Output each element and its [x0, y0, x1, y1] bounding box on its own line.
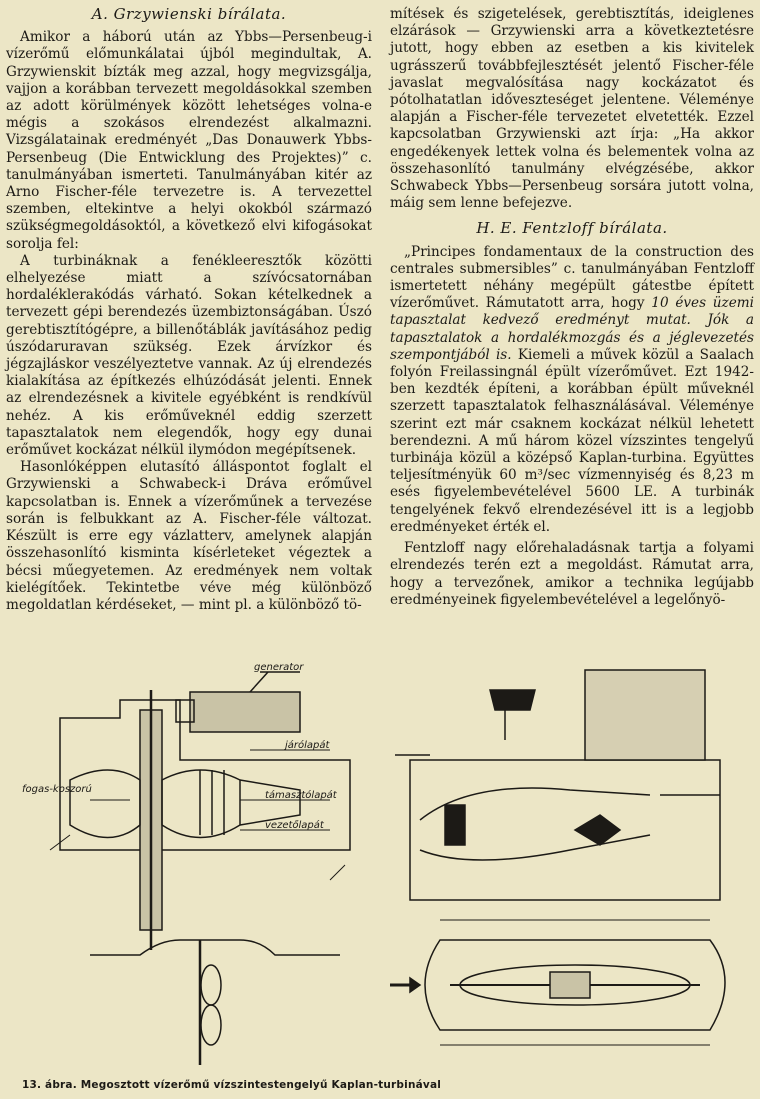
figure-caption: 13. ábra. Megosztott vízerőmű vízszintestengelyű Kaplan-turbinával — [22, 1079, 442, 1091]
label-generator: generator — [254, 662, 304, 673]
section-heading-grzywienski: A. Grzywienski bírálata. — [91, 5, 287, 23]
paragraph-fentzloff-1 — [390, 244, 754, 536]
right-plan-drawing — [390, 920, 725, 1045]
section-heading-fentzloff: H. E. Fentzloff bírálata. — [476, 219, 668, 238]
paragraph-fentzloff-1-a: „Principes fondamentaux de la construction des centrales submersibles” c. tanulmányában Fentzloff ismertetett néhány megépült gátestbe épített vízerőművet. Rámutatott arra, hogy — [390, 243, 754, 312]
label-jarolapat: járólapát — [285, 740, 330, 751]
figure-13 — [0, 650, 760, 1080]
left-turbine-section-drawing — [50, 672, 350, 950]
label-tamaszto: támasztólapát — [265, 790, 337, 801]
right-section-drawing — [395, 670, 720, 900]
label-vezetolapat: vezetőlapát — [265, 820, 324, 831]
paragraph-1: Amikor a háború után az Ybbs—Persenbeug-i vízerőmű előmunkálatai újból megindultak, A. Grzywienskit bízták meg azzal, hogy megvizsgálja, vajjon a korábban tervezett megoldásokkal szemben az adott körülmények között lehetséges volna-e mégis a szokásos elrendezést alkalmazni. Vizsgálatainak eredményét „Das Donauwerk Ybbs-Persenbeug (Die Entwicklung des Projektes)” c. tanulmányában ismerteti. Tanulmányában kitér az Arno Fischer-féle tervezetre is. A tervezettel szemben, eltekintve a helyi okokból származó szükségmegoldásoktól, a következő elvi kifogásokat sorolja fel: — [6, 29, 372, 252]
label-fogaskoszoru: fogas-koszorú — [22, 784, 92, 795]
paragraph-3: Hasonlóképpen elutasító álláspontot foglalt el Grzywienski a Schwabeck-i Dráva erőművel kapcsolatban is. Ennek a vízerőműnek a tervezése során is felbukkant az A. Fischer-féle változat. Készült is erre egy vázlatterv, amelynek alapján összehasonlító kisminta kísérleteket végeztek a bécsi műegyetemen. Az eredmények nem voltak kielégítőek. Tekintetbe véve még különböző megoldatlan kérdéseket, — mint pl. a különböző tö- — [6, 459, 372, 613]
paragraph-2: A turbináknak a fenékleeresztők közötti elhelyezése miatt a szívócsatornában hordaléklerakódás várható. Sokan kételkednek a tervezett gépi berendezés üzembiztonságában. Úszó gerebtisztítógépre, a billenőtáblák javításához pedig úszódaruravan szükség. Ezek árvízkor és jégzajláskor veszélyeztetve vannak. Az új elrendezés kialakítása az építkezés elhúzódását jelenti. Ennek az elrendezésnek a kivitele egyébként is rendkívül nehéz. A kis erőműveknél eddig szerzett tapasztalatok nem elegendők, hogy egy dunai erőművet kockázat nélkül ilymódon megépítsenek. — [6, 252, 372, 459]
paragraph-continued: mítések és szigetelések, gerebtisztítás, ideiglenes elzárások — Grzywienski arra a következtetésre jutott, hogy ebben az esetben a kis kivitelek ugrásszerű továbbfejlesztését jelentő Fischer-féle javaslat megvalósítása nagy kockázatot és pótolhatatlan időveszteséget jelentene. Véleménye alapján a Fischer-féle tervezetet elvetették. Ezzel kapcsolatban Grzywienski azt írja: „Ha akkor engedékenyek lettek volna és belementek volna az összehasonlító tanulmány elvégzésébe, akkor Schwabeck Ybbs—Persenbeug sorsára jutott volna, máig sem lenne befejezve. — [390, 6, 754, 212]
left-column — [6, 6, 372, 614]
paragraph-fentzloff-1-italic: 10 éves üzemi tapasztalat kedvező eredményt mutat. Jók a tapasztalatok a hordalékmozgás és a jéglevezetés szempontjából is. — [390, 295, 755, 363]
left-plan-drawing — [90, 940, 340, 1065]
right-column — [390, 6, 754, 609]
paragraph-fentzloff-1-b: Kiemeli a művek közül a Saalach folyón Freilassingnál épült vízerőművet. Ezt 1942-ben kezdték építeni, a korábban épült műveknél szerzett tapasztalatok felhasználásával. Véleménye szerint ezt már csaknem kockázat nélkül lehetett berendezni. A mű három közel vízszintes tengelyű turbinája közül a középső Kaplan-turbina. Együttes teljesítményük 60 m³/sec vízmennyiség és 8,23 m esés figyelembevételével 5600 LE. A turbinák tengelyének fekvő elrendezésével itt is a legjobb eredményeket érték el. — [390, 346, 754, 535]
paragraph-fentzloff-2: Fentzloff nagy előrehaladásnak tartja a folyami elrendezés terén ezt a megoldást. Rámutat arra, hogy a tervezőnek, amikor a technika legújabb eredményeinek figyelembevételével a legelőnyö- — [390, 540, 754, 608]
